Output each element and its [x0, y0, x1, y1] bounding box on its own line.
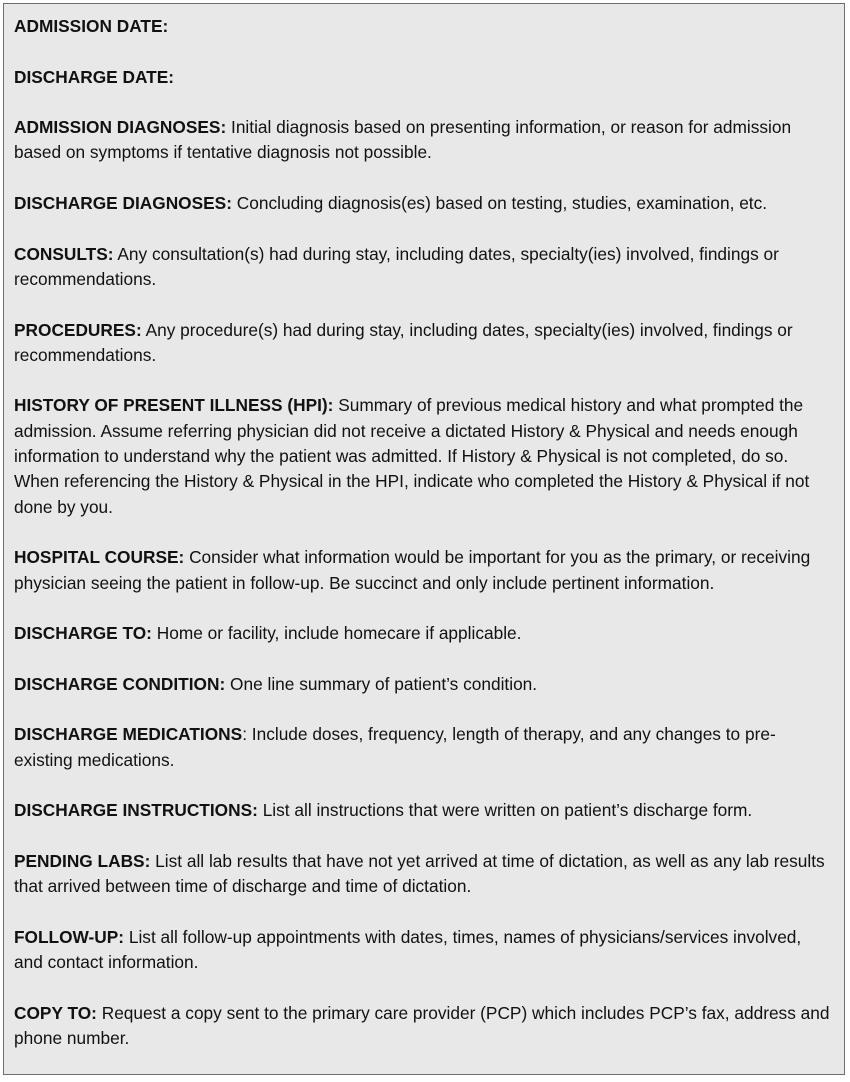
section-label: DISCHARGE DATE:	[14, 66, 175, 87]
section-text: Any procedure(s) had during stay, including dates, specialty(ies) involved, findings or recommendations.	[14, 319, 793, 365]
section-admission-diagnoses	[14, 115, 834, 166]
section-hospital-course	[14, 545, 834, 596]
section-label: PROCEDURES:	[14, 319, 142, 340]
section-text: Home or facility, include homecare if applicable.	[156, 623, 522, 644]
section-text: List all instructions that were written on patient’s discharge form.	[262, 800, 753, 821]
section-text: Include doses, frequency, length of therapy, and any changes to pre-existing medications.	[14, 724, 776, 770]
section-copy-to	[14, 1001, 834, 1052]
section-text: Consider what information would be important for you as the primary, or receiving physician seeing the patient in follow-up. Be succinct and only include pertinent information.	[14, 547, 811, 593]
section-label: PENDING LABS:	[14, 850, 151, 871]
section-follow-up	[14, 925, 834, 976]
section-label: HISTORY OF PRESENT ILLNESS (HPI):	[14, 395, 334, 416]
section-text: Any consultation(s) had during stay, including dates, specialty(ies) involved, findings or recommendations.	[14, 243, 779, 289]
section-discharge-diagnoses	[14, 191, 834, 216]
section-text: Initial diagnosis based on presenting information, or reason for admission based on symptoms if tentative diagnosis not possible.	[14, 117, 792, 163]
section-label: ADMISSION DIAGNOSES:	[14, 117, 227, 138]
section-text: List all follow-up appointments with dates, times, names of physicians/services involved, and contact information.	[14, 926, 802, 972]
section-discharge-date	[14, 65, 834, 90]
discharge-summary-template	[3, 3, 845, 1075]
section-label: FOLLOW-UP:	[14, 926, 125, 947]
section-text: One line summary of patient’s condition.	[230, 673, 538, 694]
section-label: DISCHARGE DIAGNOSES:	[14, 193, 232, 214]
section-discharge-condition	[14, 672, 834, 697]
section-history-of-present-illness	[14, 393, 834, 519]
section-discharge-to	[14, 621, 834, 646]
section-procedures	[14, 318, 834, 369]
section-label: DISCHARGE TO:	[14, 623, 152, 644]
section-text: Request a copy sent to the primary care provider (PCP) which includes PCP’s fax, address and phone number.	[14, 1002, 830, 1048]
section-consults	[14, 242, 834, 293]
section-pending-labs	[14, 849, 834, 900]
section-text: Concluding diagnosis(es) based on testing, studies, examination, etc.	[236, 193, 768, 214]
section-discharge-instructions	[14, 798, 834, 823]
section-admission-date	[14, 14, 834, 39]
section-discharge-medications	[14, 722, 834, 773]
section-label: DISCHARGE MEDICATIONS	[14, 724, 243, 745]
section-label: ADMISSION DATE:	[14, 16, 169, 36]
section-label: DISCHARGE INSTRUCTIONS:	[14, 800, 258, 821]
section-text: Summary of previous medical history and what prompted the admission. Assume referring physician did not receive a dictated History & Physical and needs enough information to understand why the patient was admitted. If History & Physical is not completed, do so. When referencing the History & Physical in the HPI, indicate who completed the History & Physical if not done by you.	[14, 395, 810, 517]
section-label: DISCHARGE CONDITION:	[14, 673, 226, 694]
section-separator: :	[242, 724, 252, 745]
section-label: HOSPITAL COURSE:	[14, 547, 185, 568]
section-label: CONSULTS:	[14, 243, 114, 264]
section-label: COPY TO:	[14, 1002, 97, 1023]
section-text: List all lab results that have not yet arrived at time of dictation, as well as any lab results that arrived between time of discharge and time of dictation.	[14, 850, 825, 897]
